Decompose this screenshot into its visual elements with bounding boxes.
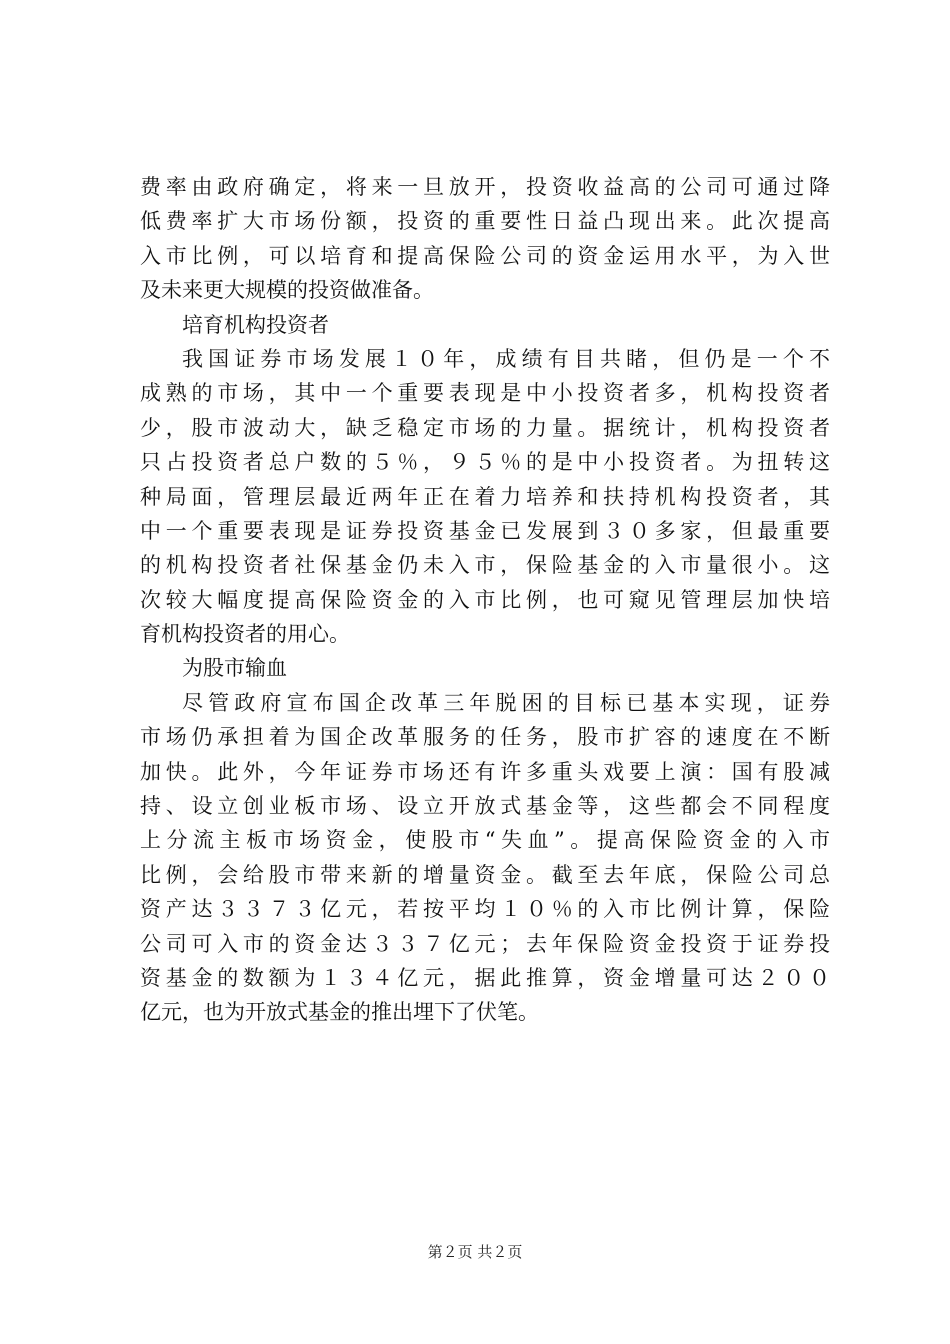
text-line: 中一个重要表现是证券投资基金已发展到３０多家，但最重要 [140,518,830,543]
text-line: 只占投资者总户数的５％，９５％的是中小投资者。为扭转这 [140,450,830,475]
text-line: 种局面，管理层最近两年正在着力培养和扶持机构投资者，其 [140,484,830,509]
text-line: 低费率扩大市场份额，投资的重要性日益凸现出来。此次提高 [140,209,830,234]
text-line: 市场仍承担着为国企改革服务的任务，股市扩容的速度在不断 [140,725,830,750]
page-number: 第２页 共２页 [427,1243,523,1261]
text-line: 亿元，也为开放式基金的推出埋下了伏笔。 [140,1000,539,1025]
section-heading-text: 培育机构投资者 [182,312,329,337]
paragraph [140,686,830,1030]
text-line: 资基金的数额为１３４亿元，据此推算，资金增量可达２００ [140,965,830,990]
paragraph [140,342,830,652]
text-line: 育机构投资者的用心。 [140,622,350,647]
section-heading-text: 为股市输血 [182,656,287,681]
text-line: 费率由政府确定，将来一旦放开，投资收益高的公司可通过降 [140,175,830,199]
text-line: 次较大幅度提高保险资金的入市比例，也可窥见管理层加快培 [140,587,830,612]
paragraph [140,170,830,308]
text-line: 少，股市波动大，缺乏稳定市场的力量。据统计，机构投资者 [140,415,830,440]
text-line: 尽管政府宣布国企改革三年脱困的目标已基本实现，证券 [182,690,830,715]
text-line: 比例，会给股市带来新的增量资金。截至去年底，保险公司总 [140,862,830,887]
section-heading [140,308,830,342]
text-line: 及未来更大规模的投资做准备。 [140,278,434,303]
text-line: 资产达３３７３亿元，若按平均１０％的入市比例计算，保险 [140,897,830,922]
document-body [140,170,830,1030]
text-line: 持、设立创业板市场、设立开放式基金等，这些都会不同程度 [140,794,830,819]
text-line: 的机构投资者社保基金仍未入市，保险基金的入市量很小。这 [140,553,830,578]
text-line: 我国证券市场发展１０年，成绩有目共睹，但仍是一个不 [182,346,830,371]
text-line: 上分流主板市场资金，使股市“失血”。提高保险资金的入市 [140,828,830,853]
text-line: 成熟的市场，其中一个重要表现是中小投资者多，机构投资者 [140,381,830,406]
text-line: 加快。此外，今年证券市场还有许多重头戏要上演：国有股减 [140,759,830,784]
text-line: 公司可入市的资金达３３７亿元；去年保险资金投资于证券投 [140,931,830,956]
section-heading [140,651,830,685]
page-footer [0,1242,950,1262]
text-line: 入市比例，可以培育和提高保险公司的资金运用水平，为入世 [140,243,830,268]
